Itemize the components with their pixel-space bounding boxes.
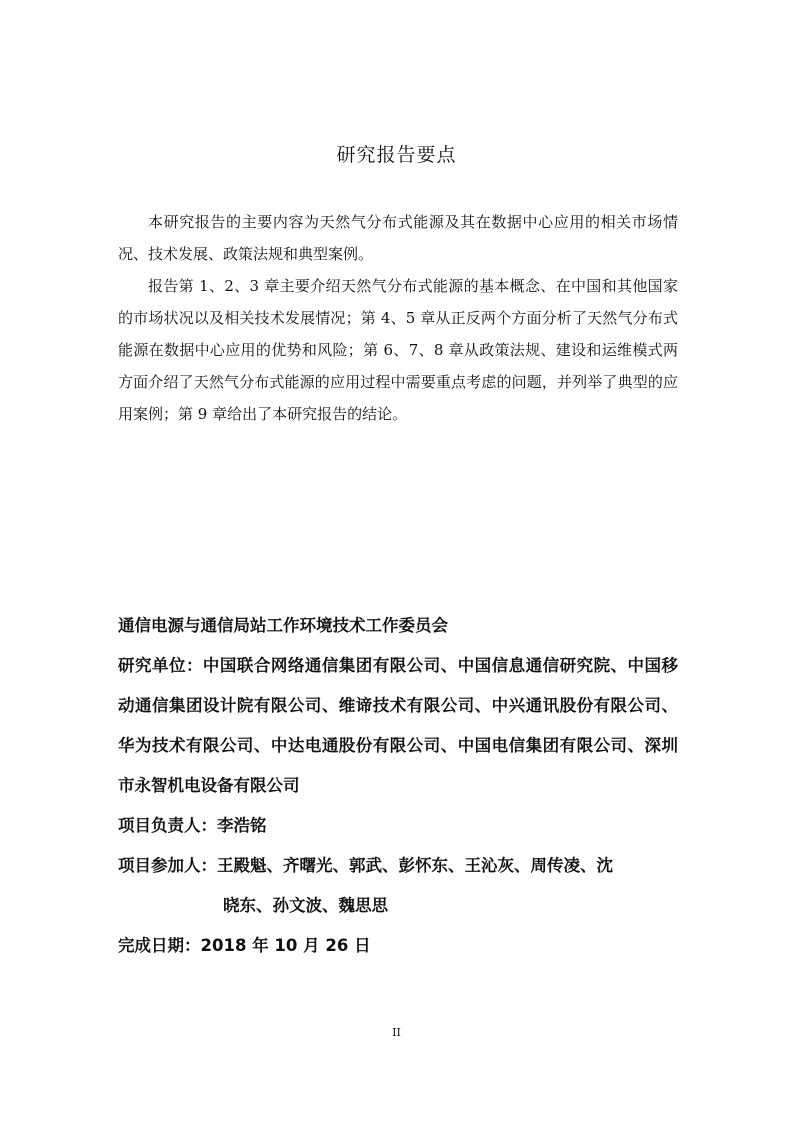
page-number: II <box>392 1026 401 1039</box>
completion-date: 完成日期：2018 年 10 月 26 日 <box>118 936 371 955</box>
report-info-section <box>118 606 678 966</box>
committee-name: 通信电源与通信局站工作环境技术工作委员会 <box>118 616 448 635</box>
abstract-paragraph-2: 报告第 1、2、3 章主要介绍天然气分布式能源的基本概念、在中国和其他国家的市场状况以及相关技术发展情况；第 4、5 章从正反两个方面分析了天然气分布式能源在数据中心应用的优势和风险；第 6、7、8 章从政策法规、建设和运维模式两方面介绍了天然气分布式能源的应用过程中需要重点考虑的问题，并列举了典型的应用案例；第 9 章给出了本研究报告的结论。 <box>118 277 678 423</box>
page-title: 研究报告要点 <box>336 144 457 166</box>
project-leader: 项目负责人：李浩铭 <box>118 816 267 835</box>
project-participants-line-2: 晓东、孙文波、魏思思 <box>223 896 388 915</box>
abstract-paragraph-1: 本研究报告的主要内容为天然气分布式能源及其在数据中心应用的相关市场情况、技术发展、政策法规和典型案例。 <box>118 213 678 263</box>
abstract-section <box>118 206 678 430</box>
project-participants-line-1: 项目参加人：王殿魁、齐曙光、郭武、彭怀东、王沁灰、周传凌、沈 <box>118 856 613 875</box>
research-units: 研究单位：中国联合网络通信集团有限公司、中国信息通信研究院、中国移动通信集团设计院有限公司、维谛技术有限公司、中兴通讯股份有限公司、华为技术有限公司、中达电通股份有限公司、中国电信集团有限公司、深圳市永智机电设备有限公司 <box>118 656 678 795</box>
